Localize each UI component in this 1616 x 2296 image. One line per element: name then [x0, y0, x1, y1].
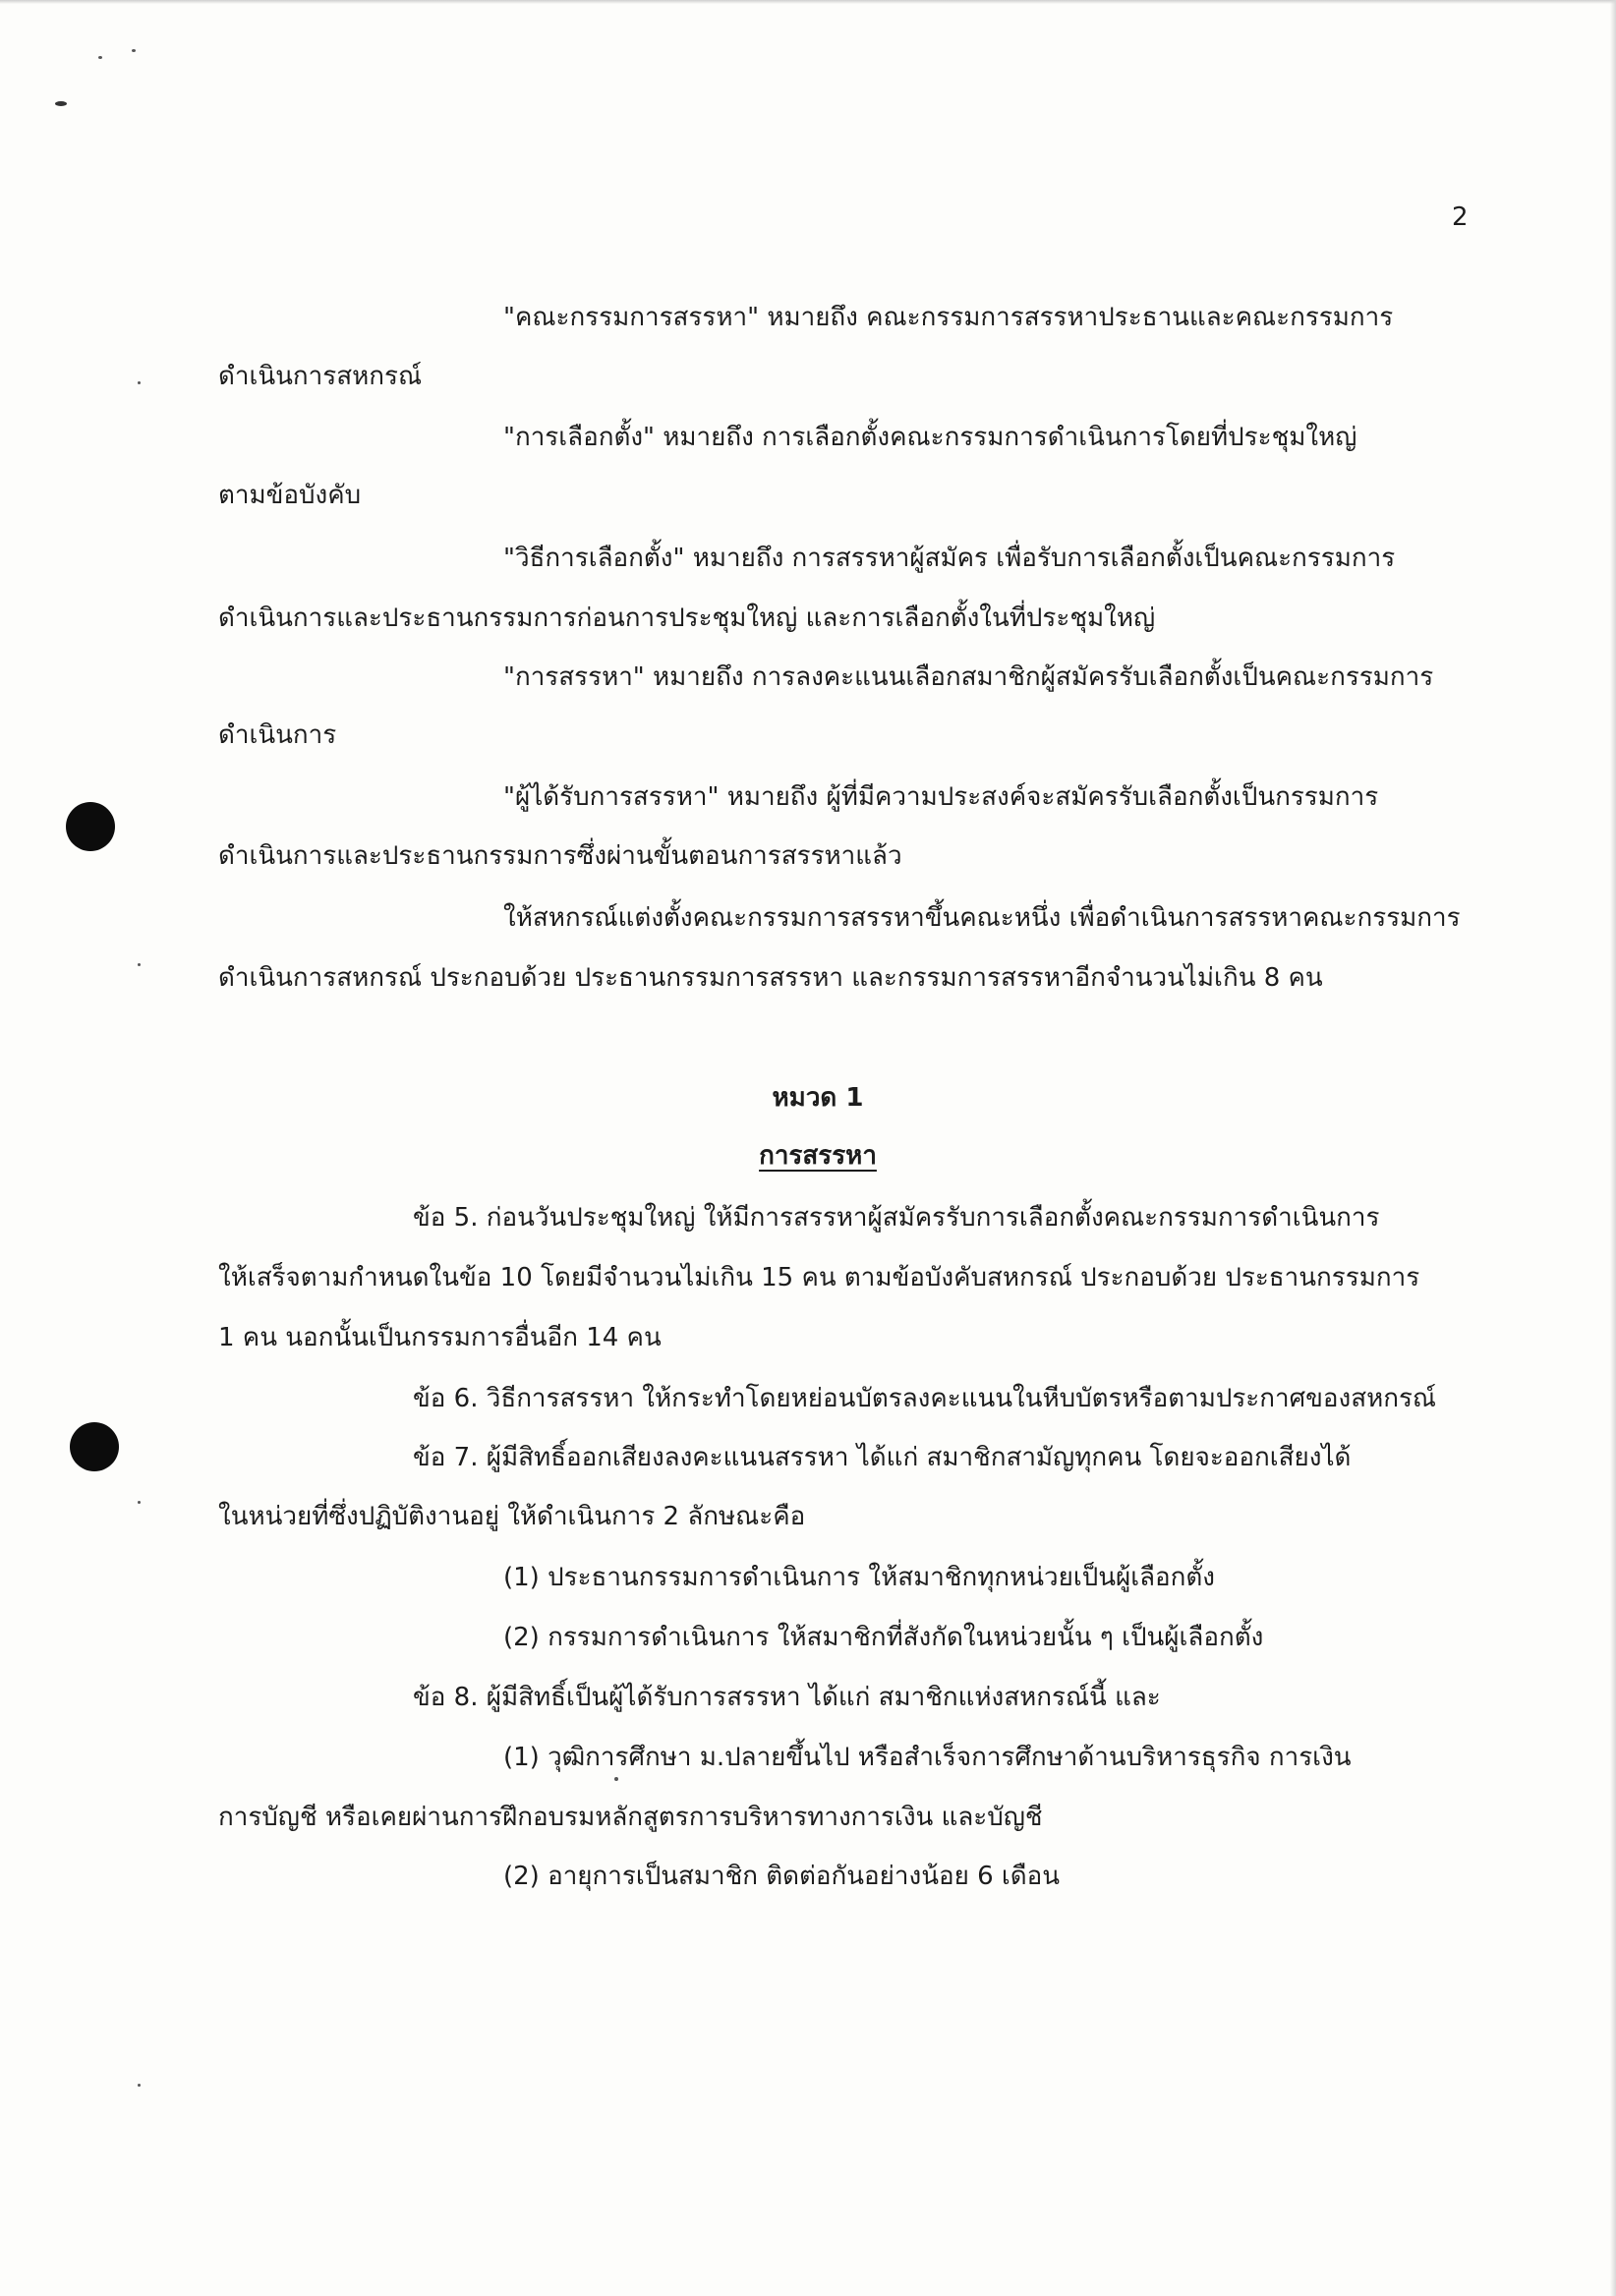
definition-election-method-line2: ดำเนินการและประธานกรรมการก่อนการประชุมใหญ่ และการเลือกตั้งในที่ประชุมใหญ่: [218, 603, 1156, 633]
punch-hole-top: [66, 802, 115, 851]
chapter-label: หมวด 1: [772, 1083, 864, 1113]
clause-7-line2: ในหน่วยที่ซึ่งปฏิบัติงานอยู่ ให้ดำเนินการ 2 ลักษณะคือ: [218, 1502, 806, 1531]
punch-hole-bottom: [70, 1422, 119, 1471]
definition-election-line1: "การเลือกตั้ง" หมายถึง การเลือกตั้งคณะกรรมการดำเนินการโดยที่ประชุมใหญ่: [503, 423, 1357, 452]
definition-election-method-line1: "วิธีการเลือกตั้ง" หมายถึง การสรรหาผู้สมัคร เพื่อรับการเลือกตั้งเป็นคณะกรรมการ: [503, 544, 1396, 573]
scan-speck: [138, 2084, 141, 2087]
committee-appointment-line1: ให้สหกรณ์แต่งตั้งคณะกรรมการสรรหาขึ้นคณะหนึ่ง เพื่อดำเนินการสรรหาคณะกรรมการ: [503, 903, 1461, 933]
scan-speck: [98, 56, 102, 59]
scan-speck: [132, 49, 136, 52]
clause-6-line1: ข้อ 6. วิธีการสรรหา ให้กระทำโดยหย่อนบัตรลงคะแนนในหีบบัตรหรือตามประกาศของสหกรณ์: [413, 1384, 1437, 1413]
clause-7-line1: ข้อ 7. ผู้มีสิทธิ์ออกเสียงลงคะแนนสรรหา ได้แก่ สมาชิกสามัญทุกคน โดยจะออกเสียงได้: [413, 1443, 1352, 1472]
clause-7-item2: (2) กรรมการดำเนินการ ให้สมาชิกที่สังกัดในหน่วยนั้น ๆ เป็นผู้เลือกตั้ง: [503, 1623, 1264, 1652]
scan-speck: [138, 381, 141, 384]
definition-nominee-line2: ดำเนินการและประธานกรรมการซึ่งผ่านขั้นตอนการสรรหาแล้ว: [218, 841, 902, 871]
clause-7-item1: (1) ประธานกรรมการดำเนินการ ให้สมาชิกทุกหน่วยเป็นผู้เลือกตั้ง: [503, 1563, 1215, 1592]
chapter-title: การสรรหา: [759, 1141, 877, 1171]
definition-nomination-line2: ดำเนินการ: [218, 720, 337, 750]
clause-8-item2: (2) อายุการเป็นสมาชิก ติดต่อกันอย่างน้อย 6 เดือน: [503, 1862, 1061, 1891]
clause-8-item1-line2: การบัญชี หรือเคยผ่านการฝึกอบรมหลักสูตรการบริหารทางการเงิน และบัญชี: [218, 1803, 1043, 1832]
definition-committee-line1: "คณะกรรมการสรรหา" หมายถึง คณะกรรมการสรรหาประธานและคณะกรรมการ: [503, 303, 1394, 332]
scan-speck: [55, 101, 67, 106]
clause-8-line1: ข้อ 8. ผู้มีสิทธิ์เป็นผู้ได้รับการสรรหา ได้แก่ สมาชิกแห่งสหกรณ์นี้ และ: [413, 1683, 1161, 1712]
scan-speck: [138, 1501, 141, 1504]
definition-nomination-line1: "การสรรหา" หมายถึง การลงคะแนนเลือกสมาชิกผู้สมัครรับเลือกตั้งเป็นคณะกรรมการ: [503, 662, 1434, 692]
clause-5-line3: 1 คน นอกนั้นเป็นกรรมการอื่นอีก 14 คน: [218, 1323, 662, 1352]
definition-election-line2: ตามข้อบังคับ: [218, 481, 362, 510]
scan-speck: [614, 1777, 618, 1781]
clause-8-item1-line1: (1) วุฒิการศึกษา ม.ปลายขึ้นไป หรือสำเร็จการศึกษาด้านบริหารธุรกิจ การเงิน: [503, 1743, 1352, 1772]
page-number: 2: [1452, 202, 1469, 232]
clause-5-line1: ข้อ 5. ก่อนวันประชุมใหญ่ ให้มีการสรรหาผู้สมัครรับการเลือกตั้งคณะกรรมการดำเนินการ: [413, 1203, 1380, 1233]
scan-speck: [138, 963, 141, 966]
scan-top-edge: [0, 0, 1616, 4]
clause-5-line2: ให้เสร็จตามกำหนดในข้อ 10 โดยมีจำนวนไม่เกิน 15 คน ตามข้อบังคับสหกรณ์ ประกอบด้วย ประธานกรรมการ: [218, 1263, 1420, 1292]
committee-appointment-line2: ดำเนินการสหกรณ์ ประกอบด้วย ประธานกรรมการสรรหา และกรรมการสรรหาอีกจำนวนไม่เกิน 8 คน: [218, 963, 1323, 993]
definition-committee-line2: ดำเนินการสหกรณ์: [218, 362, 423, 391]
definition-nominee-line1: "ผู้ได้รับการสรรหา" หมายถึง ผู้ที่มีความประสงค์จะสมัครรับเลือกตั้งเป็นกรรมการ: [503, 782, 1379, 812]
